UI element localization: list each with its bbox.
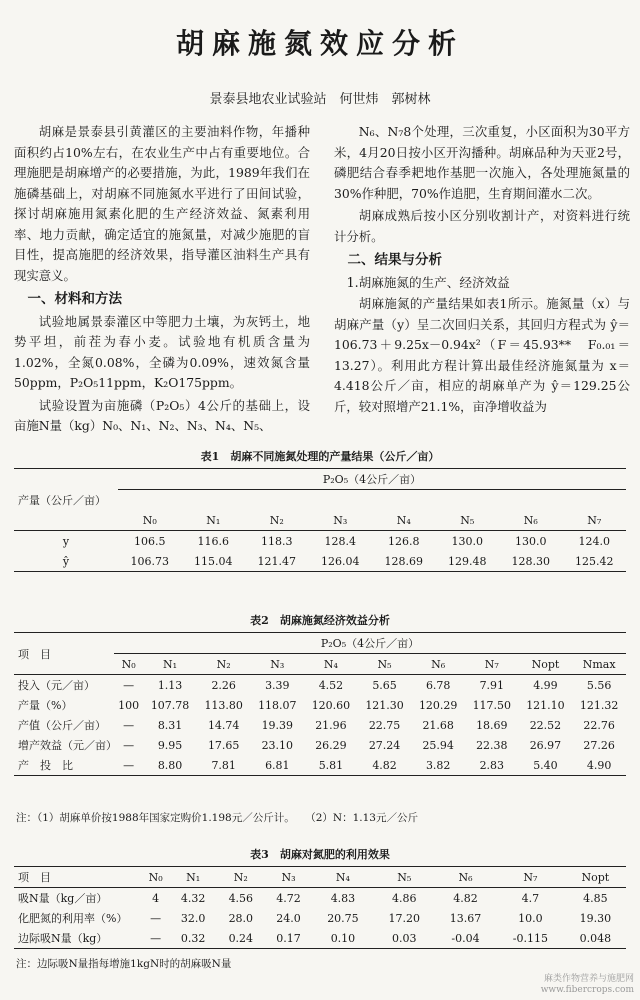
table-cell: 4.86: [374, 888, 435, 909]
table-cell: 5.56: [572, 675, 626, 696]
table-cell: 106.73: [118, 551, 182, 572]
table-cell: 130.0: [499, 531, 563, 552]
subsection-heading: 1.胡麻施氮的生产、经济效益: [346, 274, 510, 290]
table-cell: 6.81: [251, 755, 305, 776]
table-cell: 121.32: [579, 698, 619, 712]
table1-col-header: N₇: [587, 513, 602, 527]
table-cell: 7.91: [465, 675, 519, 696]
table-cell: 3.39: [251, 675, 305, 696]
table-cell: 19.30: [579, 911, 612, 925]
right-column: [334, 122, 630, 419]
table-cell: 20.75: [327, 911, 359, 925]
table-cell: —: [150, 911, 162, 925]
table1-col-header: N₄: [396, 513, 411, 527]
table-cell: 4.83: [312, 888, 373, 909]
table-cell: 22.52: [529, 718, 562, 732]
table-cell: 13.67: [449, 911, 482, 925]
table-cell: 2.26: [197, 675, 251, 696]
table-cell: 23.10: [261, 738, 294, 752]
table-cell: 100: [118, 698, 140, 712]
table-row: [14, 928, 626, 949]
table2-col-header: N₂: [197, 654, 251, 675]
table-cell: 21.96: [315, 718, 347, 732]
table-cell: 2.83: [465, 755, 519, 776]
table1-col-header: N₀: [142, 513, 157, 527]
table2-row-header: 项 目: [14, 633, 114, 675]
table-row: [14, 551, 626, 572]
table2-col-header: N₆: [411, 654, 465, 675]
table-cell: 120.60: [311, 698, 351, 712]
table3-col-header: N₆: [435, 867, 496, 888]
table-cell: 121.30: [365, 698, 404, 712]
table-cell: 128.30: [499, 551, 563, 572]
table-cell: 5.40: [519, 755, 573, 776]
table-cell: 0.32: [169, 928, 217, 949]
table-cell: 115.04: [182, 551, 246, 572]
table-cell: -0.04: [435, 928, 496, 949]
table1-row-header: 产量（公斤／亩）: [18, 493, 106, 507]
table-cell: 126.8: [372, 531, 436, 552]
table3-col-header: N₁: [169, 867, 217, 888]
table1-col-header: N₃: [333, 513, 348, 527]
table3-caption: 表3 胡麻对氮肥的利用效果: [250, 848, 390, 861]
table-cell: 116.6: [182, 531, 246, 552]
table-cell: 22.76: [583, 718, 615, 732]
table-row: [14, 888, 626, 909]
row-label: 增产效益（元／亩）: [18, 739, 117, 752]
table1-col-header: N₁: [206, 513, 221, 527]
row-label: 吸N量（kg／亩）: [14, 888, 142, 909]
table-cell: 0.048: [565, 928, 626, 949]
watermark: [541, 974, 634, 996]
table-cell: —: [123, 738, 135, 752]
row-label: 产值（公斤／亩）: [18, 719, 106, 732]
table2-col-header: N₃: [251, 654, 305, 675]
table1-col-header: N₅: [460, 513, 475, 527]
table3-note: 注：边际吸N量指每增施1kgN时的胡麻吸N量: [16, 958, 232, 970]
table-cell: 32.0: [180, 911, 206, 925]
table2-caption: 表2 胡麻施氮经济效益分析: [250, 614, 390, 627]
table-cell: 0.10: [312, 928, 373, 949]
table-cell: 117.50: [472, 698, 512, 712]
table3-col-header: N₂: [217, 867, 265, 888]
section-heading-results: 二、结果与分析: [347, 252, 442, 268]
table2-group-header: P₂O₅（4公斤／亩）: [114, 633, 626, 654]
table-row: [14, 531, 626, 552]
table-row: [14, 715, 626, 735]
table-cell: 121.47: [245, 551, 309, 572]
harvest-paragraph: 胡麻成熟后按小区分别收割计产，对资料进行统计分析。: [334, 208, 630, 244]
table-cell: 26.97: [529, 738, 562, 752]
table-cell: 4.82: [435, 888, 496, 909]
table3-col-header: Nopt: [565, 867, 626, 888]
table-cell: 8.31: [157, 718, 183, 732]
table-cell: 3.82: [411, 755, 465, 776]
table-cell: 4.72: [265, 888, 313, 909]
table-cell: 26.29: [315, 738, 347, 752]
table-row: [14, 908, 626, 928]
table-cell: 4: [142, 888, 169, 909]
table-cell: 120.29: [418, 698, 458, 712]
table-cell: —: [142, 928, 169, 949]
table-cell: 128.69: [372, 551, 436, 572]
table1-col-header: N₂: [269, 513, 284, 527]
table2-col-header: N₅: [358, 654, 412, 675]
table2-col-header: N₁: [143, 654, 197, 675]
table-cell: 118.3: [245, 531, 309, 552]
table-cell: —: [114, 755, 143, 776]
table-cell: —: [123, 718, 135, 732]
design-paragraph: 试验设置为亩施磷（P₂O₅）4公斤的基础上，设亩施N量（kg）N₀、N₁、N₂、N₃、N₄、N₅、: [14, 397, 310, 433]
table1-header-row: [14, 510, 626, 531]
table3-row-header: 项 目: [14, 867, 142, 888]
table3-col-header: N₀: [142, 867, 169, 888]
table-cell: 129.48: [436, 551, 500, 572]
table2-col-header: N₇: [465, 654, 519, 675]
table3-header-row: [14, 867, 626, 888]
table2-note: 注：（1）胡麻单价按1988年国家定购价1.198元／公斤计。 （2）N：1.13元／公斤: [16, 812, 418, 824]
author-line: 景泰县地农业试验站 何世炜 郭树林: [209, 92, 431, 107]
table-cell: 18.69: [476, 718, 508, 732]
table2: [14, 632, 626, 776]
table-cell: 4.90: [572, 755, 626, 776]
table3-col-header: N₄: [312, 867, 373, 888]
table-cell: 10.0: [518, 911, 543, 925]
row-label: ŷ: [14, 551, 118, 572]
table-cell: 27.24: [368, 738, 401, 752]
soil-paragraph: 试验地属景泰灌区中等肥力土壤，为灰钙土，地势平坦，前茬为春小麦。试验地有机质含量为1.02%，全氮0.08%，全磷为0.09%，速效氮含量50ppm，P₂O₅11ppm，K₂O175ppm。: [14, 313, 310, 390]
table-cell: 8.80: [143, 755, 197, 776]
table-cell: 17.20: [388, 911, 420, 925]
table1: [14, 468, 626, 572]
table-cell: 22.38: [476, 738, 508, 752]
table-row: [14, 695, 626, 715]
table-cell: 126.04: [309, 551, 373, 572]
watermark-line1: 麻类作物营养与施肥网: [543, 974, 634, 984]
table-cell: 4.56: [217, 888, 265, 909]
table-cell: 106.5: [118, 531, 182, 552]
table-row: [14, 755, 626, 776]
table-cell: 17.65: [207, 738, 240, 752]
table-cell: 19.39: [261, 718, 294, 732]
table-cell: 5.65: [358, 675, 412, 696]
table1-group-header: P₂O₅（4公斤／亩）: [118, 469, 626, 490]
table-row: [14, 735, 626, 755]
table2-col-header: Nmax: [572, 654, 626, 675]
table-cell: 113.80: [204, 698, 243, 712]
row-label: 化肥氮的利用率（%）: [18, 912, 128, 925]
watermark-line2: www.fibercrops.com: [540, 985, 634, 995]
paper-title: 胡麻施氮效应分析: [175, 27, 464, 60]
table-cell: 124.0: [563, 531, 627, 552]
treatment-paragraph: N₆、N₇8个处理，三次重复，小区面积为30平方米，4月20日按小区开沟播种。胡麻品种为天亚2号，磷肥结合春季耙地作基肥一次施入，各处理施氮量的30%作种肥，70%作追肥，生育期间灌水二次。: [334, 124, 630, 201]
table-cell: 118.07: [258, 698, 297, 712]
table-cell: 4.7: [496, 888, 565, 909]
table-cell: 4.32: [169, 888, 217, 909]
table-cell: 6.78: [411, 675, 465, 696]
intro-paragraph: 胡麻是景泰县引黄灌区的主要油料作物，年播种面积约占10%左右，在农业生产中占有重要地位。合理施肥是胡麻增产的必要措施，为此，1989年我们在施磷基础上，对胡麻不同施氮水平进行了田间试验，探讨胡麻施用氮素化肥的生产经济效益、氮素利用率、地力贡献，确定适宜的施氮量，对减少施肥的盲目性，提高施肥的经济效果，指导灌区油料生产具有现实意义。: [14, 124, 310, 283]
table-cell: 0.24: [217, 928, 265, 949]
table1-caption: 表1 胡麻不同施氮处理的产量结果（公斤／亩）: [200, 450, 440, 463]
table-row: [14, 675, 626, 696]
table-cell: 0.17: [265, 928, 313, 949]
table-cell: 7.81: [197, 755, 251, 776]
left-column: [14, 122, 310, 439]
table-cell: -0.115: [496, 928, 565, 949]
table-cell: 5.81: [304, 755, 358, 776]
table-cell: 107.78: [150, 698, 190, 712]
table-cell: 121.10: [526, 698, 565, 712]
table-cell: 4.52: [304, 675, 358, 696]
table-cell: 28.0: [228, 911, 254, 925]
table-cell: 21.68: [422, 718, 454, 732]
table-cell: 24.0: [276, 911, 301, 925]
table-cell: 128.4: [309, 531, 373, 552]
table-cell: —: [114, 675, 143, 696]
table-cell: 4.85: [565, 888, 626, 909]
row-label: 投入（元／亩）: [14, 675, 114, 696]
table-cell: 1.13: [143, 675, 197, 696]
table2-col-header: Nopt: [519, 654, 573, 675]
table-cell: 22.75: [368, 718, 401, 732]
table-cell: 14.74: [207, 718, 240, 732]
table3: [14, 866, 626, 949]
row-label: 产量（%）: [18, 699, 73, 712]
table2-col-header: N₀: [114, 654, 143, 675]
table-cell: 4.82: [358, 755, 412, 776]
table2-col-header: N₄: [304, 654, 358, 675]
table3-col-header: N₃: [265, 867, 313, 888]
table-cell: 9.95: [157, 738, 183, 752]
table-cell: 4.99: [519, 675, 573, 696]
table-cell: 0.03: [374, 928, 435, 949]
regression-paragraph: 胡麻施氮的产量结果如表1所示。施氮量（x）与胡麻产量（y）呈二次回归关系，其回归方程式为 ŷ＝106.73＋9.25x－0.94x²（F＝45.93** F₀.₀₁＝13.27）。利用此方程计算出最佳经济施氮量为 x＝4.418公斤／亩，相应的胡麻单产为 ŷ＝129.25公斤，较对照增产21.1%，亩净增收益为: [334, 296, 630, 414]
section-heading-materials: 一、材料和方法: [27, 291, 122, 307]
table3-col-header: N₅: [374, 867, 435, 888]
table1-col-header: N₆: [523, 513, 538, 527]
table-cell: 125.42: [563, 551, 627, 572]
row-label: y: [14, 531, 118, 552]
row-label: 边际吸N量（kg）: [14, 928, 142, 949]
table-cell: 25.94: [422, 738, 454, 752]
row-label: 产 投 比: [14, 755, 114, 776]
table-cell: 27.26: [583, 738, 615, 752]
table3-col-header: N₇: [496, 867, 565, 888]
table-cell: 130.0: [436, 531, 500, 552]
